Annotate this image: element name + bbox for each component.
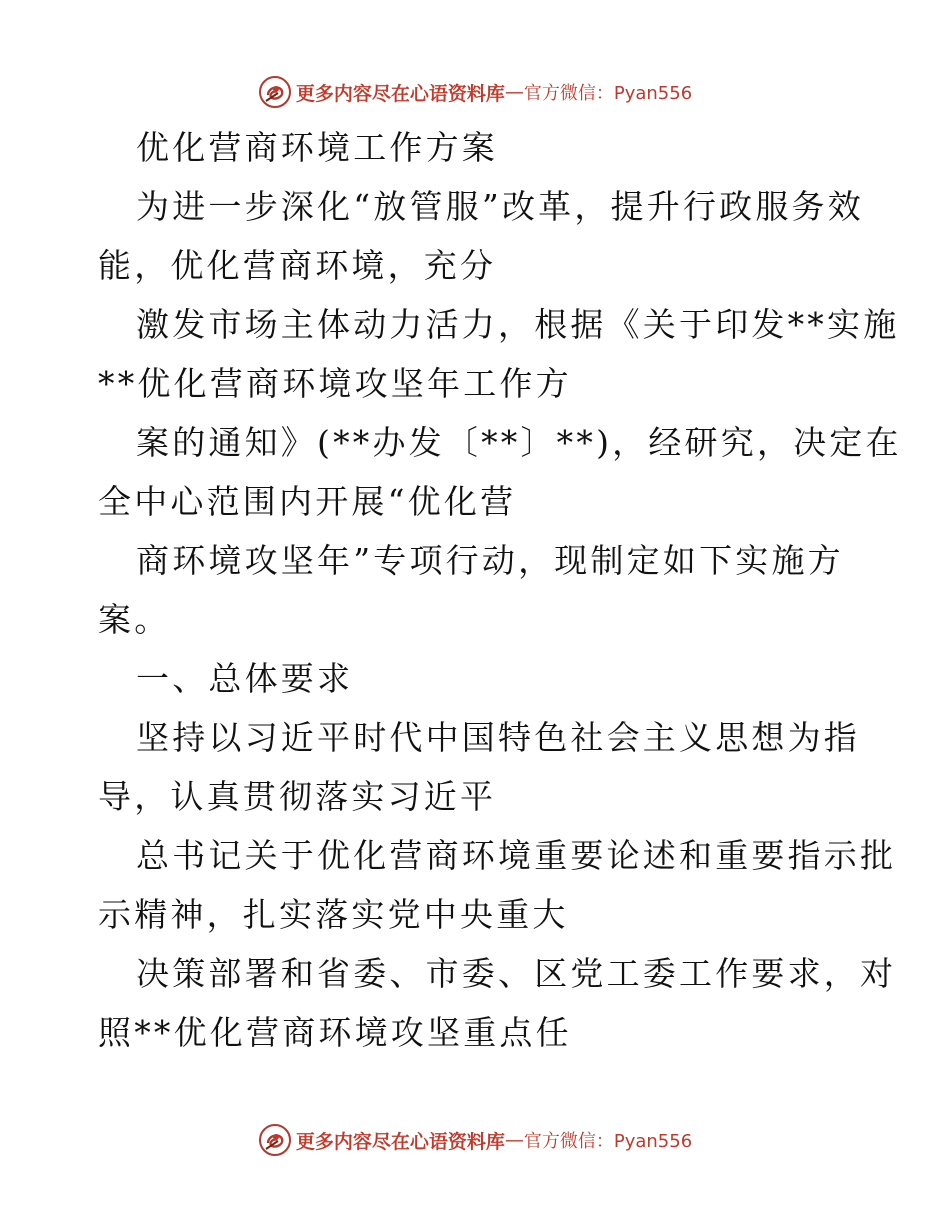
section-heading: 一、总体要求 [136, 659, 354, 698]
document-body [98, 118, 902, 1062]
watermark-text: 更多内容尽在心语资料库 [295, 82, 505, 105]
watermark-wechat: 官方微信：Pyan556 [523, 83, 693, 104]
paragraph-line: 坚持以习近平时代中国特色社会主义思想为指 [136, 718, 860, 757]
paragraph-line: 示精神，扎实落实党中央重大 [98, 895, 569, 934]
paragraph-line: 总书记关于优化营商环境重要论述和重要指示批 [136, 836, 897, 875]
paragraph-line: 案的通知》(**办发〔**〕**)，经研究，决定在 [136, 423, 902, 462]
rose-logo-icon [258, 1123, 292, 1157]
watermark-separator: — [504, 1129, 524, 1151]
paragraph-line: 决策部署和省委、市委、区党工委工作要求，对 [136, 954, 897, 993]
paragraph-line: 照**优化营商环境攻坚重点任 [98, 1013, 572, 1052]
footer-watermark [0, 1120, 950, 1160]
paragraph-line: 案。 [98, 600, 171, 639]
watermark-wechat: 官方微信：Pyan556 [523, 1131, 693, 1152]
document-title: 优化营商环境工作方案 [136, 128, 498, 167]
paragraph-line: 激发市场主体动力活力，根据《关于印发**实施 [136, 305, 900, 344]
paragraph-line: 导，认真贯彻落实习近平 [98, 777, 497, 816]
paragraph-line: 商环境攻坚年”专项行动，现制定如下实施方 [136, 541, 844, 580]
watermark-text: 更多内容尽在心语资料库 [295, 1130, 505, 1153]
watermark-separator: — [504, 81, 524, 103]
paragraph-line: 能，优化营商环境，充分 [98, 246, 497, 285]
rose-logo-icon [258, 75, 292, 109]
paragraph-line: **优化营商环境攻坚年工作方 [98, 364, 572, 403]
paragraph-line: 为进一步深化“放管服”改革，提升行政服务效 [136, 187, 864, 226]
paragraph-line: 全中心范围内开展“优化营 [98, 482, 517, 521]
header-watermark [0, 72, 950, 112]
